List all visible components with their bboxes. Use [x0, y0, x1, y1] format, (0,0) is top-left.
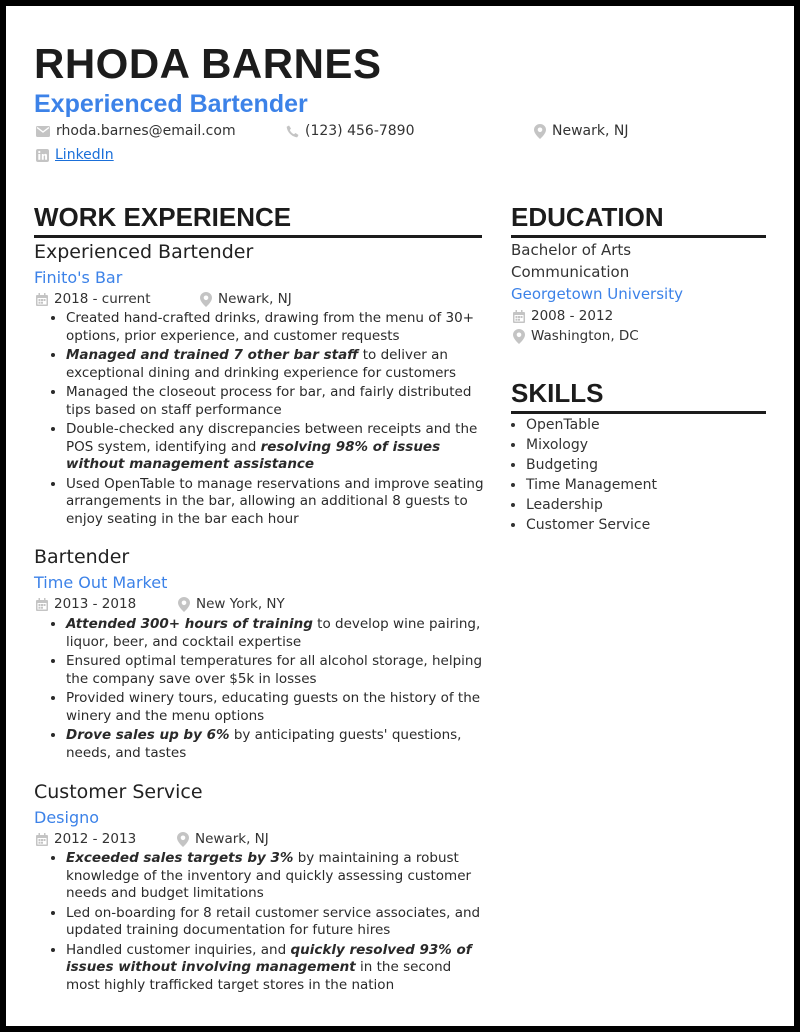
job-bullets — [48, 850, 488, 996]
job-dates-text: 2013 - 2018 — [54, 596, 137, 612]
job-title: Customer Service — [34, 781, 203, 803]
phone-text: (123) 456-7890 — [305, 123, 415, 139]
skill-item: • Time Management — [526, 475, 657, 495]
job-location — [200, 291, 292, 307]
job-location-text: New York, NY — [196, 596, 285, 612]
job-dates — [36, 291, 151, 307]
list-item: • Double-checked any discrepancies between receipts and the POS system, identifying and resolving 98% of issues without management assistance — [66, 421, 488, 474]
phone-icon — [286, 125, 299, 138]
envelope-icon — [36, 126, 50, 137]
job-company: Designo — [34, 808, 100, 827]
candidate-title: Experienced Bartender — [34, 90, 308, 118]
list-item: • Attended 300+ hours of training to develop wine pairing, liquor, beer, and cocktail expertise — [66, 616, 488, 651]
job-title: Experienced Bartender — [34, 241, 254, 263]
education-location-text: Washington, DC — [531, 328, 639, 344]
job-company: Time Out Market — [34, 573, 168, 592]
job-location — [177, 831, 269, 847]
skill-item: • OpenTable — [526, 415, 657, 435]
list-item: • Handled customer inquiries, and quickly resolved 93% of issues without involving management in the second most highly trafficked target stores in the nation — [66, 942, 488, 995]
email-text: rhoda.barnes@email.com — [56, 123, 236, 139]
job-bullets — [48, 310, 488, 530]
map-pin-icon — [534, 124, 546, 139]
section-skills: SKILLS — [511, 378, 766, 414]
job-dates-text: 2018 - current — [54, 291, 151, 307]
section-work-experience: WORK EXPERIENCE — [34, 202, 482, 238]
education-school: Georgetown University — [511, 285, 683, 303]
education-dates — [513, 308, 613, 324]
list-item: • Ensured optimal temperatures for all alcohol storage, helping the company save over $5k in losses — [66, 653, 488, 688]
candidate-name: RHODA BARNES — [34, 40, 382, 87]
calendar-icon — [513, 310, 525, 323]
skills-list — [511, 415, 657, 535]
calendar-icon — [36, 293, 48, 306]
education-dates-text: 2008 - 2012 — [531, 308, 614, 324]
contact-location — [534, 123, 628, 139]
map-pin-icon — [200, 292, 212, 307]
education-degree: Bachelor of Arts — [511, 241, 632, 259]
job-location — [178, 596, 285, 612]
map-pin-icon — [513, 329, 525, 344]
list-item: • Managed and trained 7 other bar staff to deliver an exceptional dining and drinking experience for customers — [66, 347, 488, 382]
job-dates — [36, 831, 136, 847]
map-pin-icon — [178, 597, 190, 612]
list-item: • Provided winery tours, educating guests on the history of the winery and the menu options — [66, 690, 488, 725]
job-dates — [36, 596, 136, 612]
list-item: • Drove sales up by 6% by anticipating guests' questions, needs, and tastes — [66, 727, 488, 762]
list-item: • Created hand-crafted drinks, drawing from the menu of 30+ options, prior experience, and customer requests — [66, 310, 488, 345]
calendar-icon — [36, 833, 48, 846]
job-bullets — [48, 616, 488, 764]
calendar-icon — [36, 598, 48, 611]
job-title: Bartender — [34, 546, 130, 568]
education-field: Communication — [511, 263, 630, 281]
list-item: • Used OpenTable to manage reservations and improve seating arrangements in the bar, allowing an additional 8 guests to enjoy seating in the bar each hour — [66, 476, 488, 529]
list-item: • Managed the closeout process for bar, and fairly distributed tips based on staff performance — [66, 384, 488, 419]
skill-item: • Customer Service — [526, 515, 657, 535]
location-text: Newark, NJ — [552, 123, 629, 139]
linkedin-icon — [36, 149, 49, 162]
job-dates-text: 2012 - 2013 — [54, 831, 137, 847]
job-company: Finito's Bar — [34, 268, 123, 287]
linkedin-link[interactable]: LinkedIn — [55, 147, 114, 163]
contact-email — [36, 123, 236, 139]
skill-item: • Budgeting — [526, 455, 657, 475]
list-item: • Led on-boarding for 8 retail customer service associates, and updated training documentation for future hires — [66, 905, 488, 940]
education-location — [513, 328, 639, 344]
section-education: EDUCATION — [511, 202, 766, 238]
list-item: • Exceeded sales targets by 3% by maintaining a robust knowledge of the inventory and quickly assessing customer needs and budget limitations — [66, 850, 488, 903]
contact-linkedin — [36, 147, 114, 163]
resume-page — [6, 6, 794, 1026]
map-pin-icon — [177, 832, 189, 847]
job-location-text: Newark, NJ — [195, 831, 269, 847]
contact-phone — [286, 123, 415, 139]
skill-item: • Mixology — [526, 435, 657, 455]
job-location-text: Newark, NJ — [218, 291, 292, 307]
skill-item: • Leadership — [526, 495, 657, 515]
